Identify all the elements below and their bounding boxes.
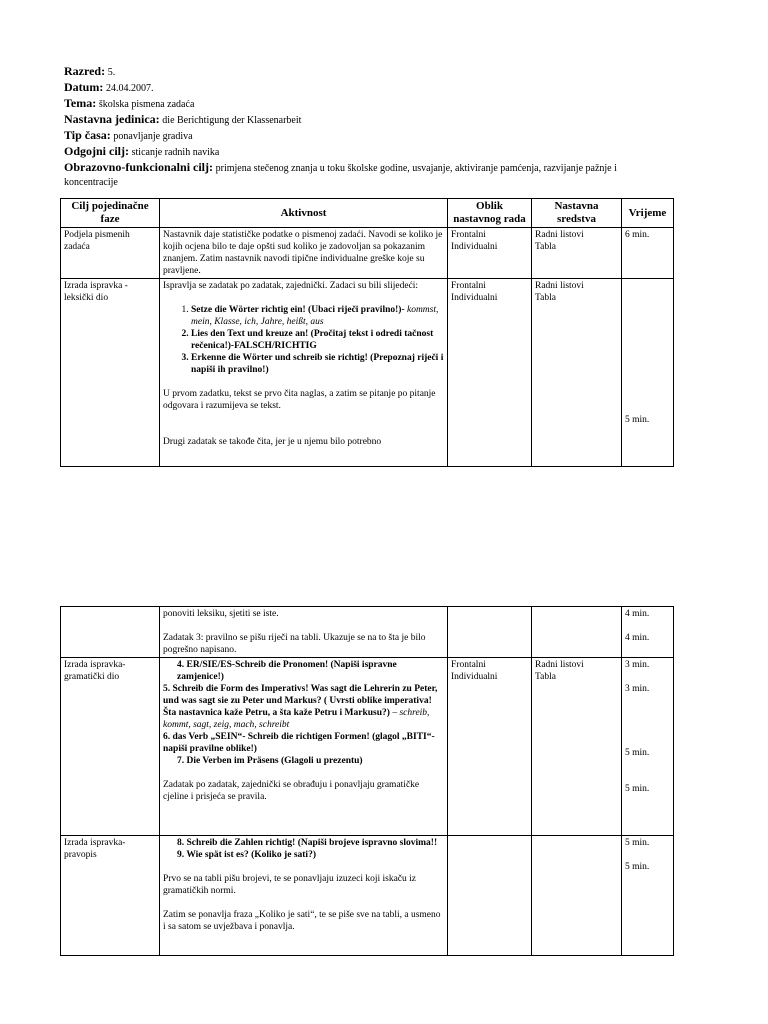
- oblik-cell: [448, 836, 532, 956]
- faza-cell: [61, 607, 160, 658]
- task-3-text: Erkenne die Wörter und schreib sie richtig! (Prepoznaj riječi i napiši ih pravilno!): [191, 353, 444, 375]
- task-2-text: Lies den Text und kreuze an! (Pročitaj tekst i odredi tačnost rečenica!)-FALSCH/RICHTIG: [191, 329, 434, 351]
- tip-value: ponavljanje gradiva: [113, 131, 193, 142]
- task-item: [191, 328, 444, 352]
- task-list: [163, 304, 444, 376]
- aktivnost-paragraph: Zadatak po zadatak, zajednički se obrađuju i ponavljaju gramatičke cjeline i prisjeća se pravila.: [163, 780, 420, 802]
- lesson-header: [64, 64, 664, 190]
- aktivnost-cell: Nastavnik daje statističke podatke o pismenoj zadaći. Navodi se koliko je kojih ocjena bilo te daje opšti sud koliko je zadovoljan sa pokazanim znanjem. Zatim nastavnik navodi tipične individualne greške koje su pravljene.: [160, 228, 448, 279]
- header-faza: Cilj pojedinačne faze: [61, 199, 160, 228]
- aktivnost-cell: [160, 607, 448, 658]
- sredstva-tabla: Tabla: [535, 242, 556, 252]
- vrijeme-value: 4 min.: [625, 609, 650, 619]
- aktivnost-paragraph: Prvo se na tabli pišu brojevi, te se ponavljaju izuzeci koji iskaču iz gramatičkih normi.: [163, 874, 417, 896]
- table-row: [61, 658, 674, 836]
- task-1-words: kommst, mein, Klasse, ich, Jahre, heißt, aus: [191, 305, 439, 327]
- faza-cell: Izrada ispravka- pravopis: [61, 836, 160, 956]
- task-5-text: 5. Schreib die Form des Imperativs! Was sagt die Lehrerin zu Peter, und was sagt sie zu Peter und Markus? ( Uvrsti oblike imperativa! Šta nastavnica kaže Petru, a šta kaže Petru i Markusu?): [163, 684, 438, 718]
- vrijeme-value: 3 min.: [625, 684, 650, 694]
- task-1-text: Setze die Wörter richtig ein! (Ubaci riječi pravilno!)-: [191, 305, 405, 315]
- aktivnost-paragraph: Zatim se ponavlja fraza „Koliko je sati“, te se piše sve na tabli, a usmeno i sa satom se uvježbava i ponavlja.: [163, 910, 441, 932]
- aktivnost-cell: [160, 658, 448, 836]
- header-vrijeme: Vrijeme: [622, 199, 674, 228]
- oblik-frontalni: Frontalni: [451, 281, 486, 291]
- oblik-cell: [448, 228, 532, 279]
- table-header-row: [61, 199, 674, 228]
- datum-value: 24.04.2007.: [105, 83, 154, 94]
- faza-cell: Izrada ispravka- gramatički dio: [61, 658, 160, 836]
- sredstva-tabla: Tabla: [535, 293, 556, 303]
- obrazovni-label: Obrazovno-funkcionalni cilj:: [64, 160, 214, 174]
- table-row: [61, 228, 674, 279]
- datum-row: [64, 80, 664, 96]
- task-8-text: 8. Schreib die Zahlen richtig! (Napiši brojeve ispravno slovima!!: [177, 838, 438, 848]
- vrijeme-cell: 6 min.: [622, 228, 674, 279]
- sredstva-cell: [532, 228, 622, 279]
- vrijeme-value: 5 min.: [625, 862, 650, 872]
- aktivnost-cell: [160, 279, 448, 467]
- sredstva-radni-listovi: Radni listovi: [535, 660, 584, 670]
- header-aktivnost: Aktivnost: [160, 199, 448, 228]
- sredstva-tabla: Tabla: [535, 672, 556, 682]
- task-4-text: 4. ER/SIE/ES-Schreib die Pronomen! (Napiši ispravne zamjenice!): [177, 660, 397, 682]
- tema-row: [64, 96, 664, 112]
- task-item: [191, 352, 444, 376]
- tema-label: Tema:: [64, 96, 97, 110]
- oblik-frontalni: Frontalni: [451, 660, 486, 670]
- task-9-text: 9. Wie spät ist es? (Koliko je sati?): [177, 850, 316, 860]
- table-row: [61, 279, 674, 467]
- razred-row: [64, 64, 664, 80]
- table-row: [61, 607, 674, 658]
- aktivnost-paragraph: U prvom zadatku, tekst se prvo čita naglas, a zatim se pitanje po pitanje odgovara i razumijeva se tekst.: [163, 389, 436, 411]
- vrijeme-cell: [622, 279, 674, 467]
- vrijeme-value: 5 min.: [625, 838, 650, 848]
- task-item: [191, 304, 444, 328]
- razred-label: Razred:: [64, 64, 106, 78]
- oblik-cell: [448, 279, 532, 467]
- vrijeme-cell: [622, 607, 674, 658]
- header-oblik: Oblik nastavnog rada: [448, 199, 532, 228]
- obrazovni-row: [64, 160, 664, 190]
- aktivnost-intro: Ispravlja se zadatak po zadatak, zajednički. Zadaci su bili slijedeći:: [163, 281, 419, 291]
- tema-value: školska pismena zadaća: [98, 99, 195, 110]
- sredstva-cell: [532, 658, 622, 836]
- tip-label: Tip časa:: [64, 128, 111, 142]
- obrazovni-value: primjena stečenog znanja u toku školske godine, usvajanje, aktiviranje pamćenja, razvijanje pažnje i koncentracije: [64, 163, 617, 188]
- vrijeme-value: 4 min.: [625, 633, 650, 643]
- aktivnost-paragraph: Zadatak 3: pravilno se pišu riječi na tabli. Ukazuje se na to šta je bilo pogrešno napisano.: [163, 633, 426, 655]
- oblik-cell: [448, 607, 532, 658]
- lesson-plan-table-part1: [60, 198, 674, 467]
- jedinica-label: Nastavna jedinica:: [64, 112, 160, 126]
- jedinica-row: [64, 112, 664, 128]
- oblik-cell: [448, 658, 532, 836]
- aktivnost-paragraph: Drugi zadatak se takođe čita, jer je u njemu bilo potrebno: [163, 437, 382, 447]
- odgojni-value: sticanje radnih navika: [131, 147, 220, 158]
- razred-value: 5.: [107, 67, 116, 78]
- odgojni-row: [64, 144, 664, 160]
- lesson-plan-table-part2: [60, 606, 674, 956]
- odgojni-label: Odgojni cilj:: [64, 144, 129, 158]
- vrijeme-value: 3 min.: [625, 660, 650, 670]
- header-sredstva: Nastavna sredstva: [532, 199, 622, 228]
- vrijeme-cell: [622, 658, 674, 836]
- oblik-individualni: Individualni: [451, 293, 498, 303]
- task-5-item: [163, 683, 444, 731]
- datum-label: Datum:: [64, 80, 104, 94]
- oblik-frontalni: Frontalni: [451, 230, 486, 240]
- tip-row: [64, 128, 664, 144]
- oblik-individualni: Individualni: [451, 242, 498, 252]
- table-row: [61, 836, 674, 956]
- faza-cell: Izrada ispravka - leksički dio: [61, 279, 160, 467]
- aktivnost-cell: [160, 836, 448, 956]
- sredstva-cell: [532, 607, 622, 658]
- task-5-words: – schreib, kommt, sagt, zeig, mach, schreibt: [163, 708, 430, 730]
- sredstva-cell: [532, 836, 622, 956]
- sredstva-radni-listovi: Radni listovi: [535, 230, 584, 240]
- vrijeme-value: 5 min.: [625, 748, 650, 758]
- jedinica-value: die Berichtigung der Klassenarbeit: [162, 115, 302, 126]
- sredstva-radni-listovi: Radni listovi: [535, 281, 584, 291]
- vrijeme-value: 5 min.: [625, 415, 650, 425]
- faza-cell: Podjela pismenih zadaća: [61, 228, 160, 279]
- sredstva-cell: [532, 279, 622, 467]
- vrijeme-cell: [622, 836, 674, 956]
- oblik-individualni: Individualni: [451, 672, 498, 682]
- task-7-text: 7. Die Verben im Präsens (Glagoli u prezentu): [177, 756, 363, 766]
- vrijeme-value: 5 min.: [625, 784, 650, 794]
- task-6-text: 6. das Verb „SEIN“- Schreib die richtigen Formen! (glagol „BITI“- napiši pravilne oblike!): [163, 732, 435, 754]
- aktivnost-paragraph: ponoviti leksiku, sjetiti se iste.: [163, 609, 279, 619]
